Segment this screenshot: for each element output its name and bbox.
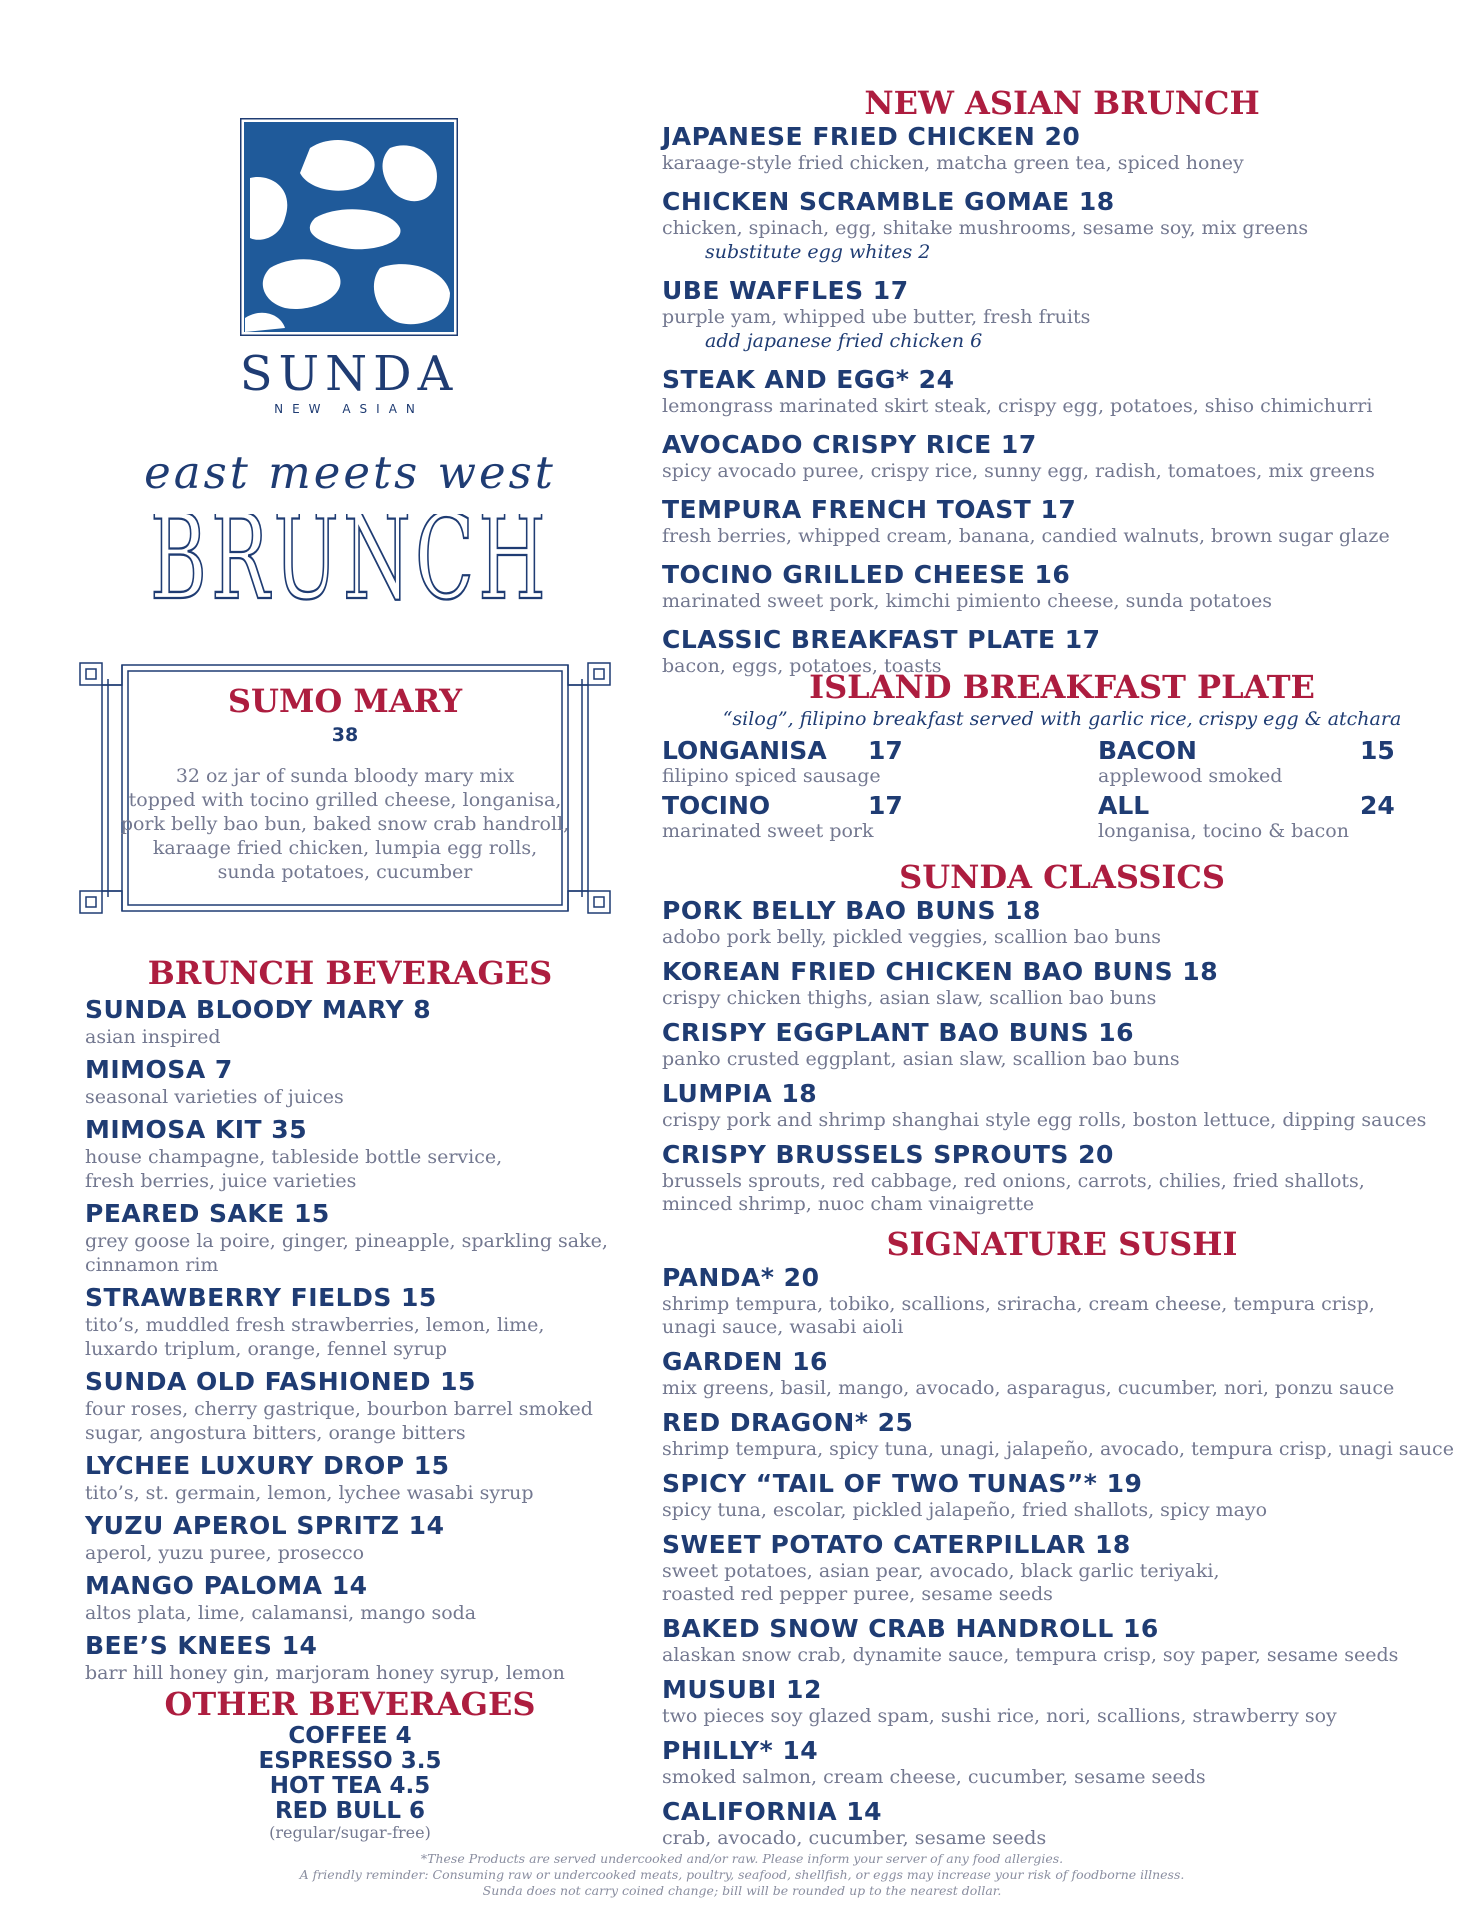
brunch-title-text: BRUNCH bbox=[149, 514, 550, 627]
brunch-item-name: STEAK AND EGG* 24 bbox=[662, 365, 955, 394]
ibp-item-price: 17 bbox=[868, 791, 903, 820]
beverage-item bbox=[85, 1115, 625, 1193]
beverage-item bbox=[85, 1451, 625, 1505]
ibp-item-price: 17 bbox=[868, 736, 903, 765]
sushi-item-name: CALIFORNIA 14 bbox=[662, 1797, 883, 1826]
brunch-item bbox=[662, 276, 1462, 353]
sumo-mary-desc bbox=[78, 764, 612, 884]
beverage-item bbox=[85, 1283, 625, 1361]
classic-item-name: KOREAN FRIED CHICKEN BAO BUNS 18 bbox=[662, 957, 1219, 986]
brunch-beverages-list bbox=[85, 995, 625, 1685]
sushi-item-desc: spicy tuna, escolar, pickled jalapeño, fried shallots, spicy mayo bbox=[662, 1499, 1268, 1521]
other-beverage-item: ESPRESSO 3.5 bbox=[258, 1748, 442, 1774]
beverage-name: LYCHEE LUXURY DROP 15 bbox=[85, 1451, 450, 1480]
brunch-item-desc: chicken, spinach, egg, shitake mushrooms, sesame soy, mix greens bbox=[662, 217, 1309, 239]
beverage-name: BEE’S KNEES 14 bbox=[85, 1631, 318, 1660]
sushi-item-name: RED DRAGON* 25 bbox=[662, 1408, 914, 1437]
ibp-item-price: 24 bbox=[1360, 791, 1395, 820]
beverage-item bbox=[85, 1199, 625, 1277]
other-beverage-item: COFFEE 4 bbox=[288, 1723, 412, 1749]
sushi-item bbox=[662, 1736, 1462, 1789]
sushi-item bbox=[662, 1675, 1462, 1728]
beverage-name: YUZU APEROL SPRITZ 14 bbox=[85, 1511, 445, 1540]
brunch-item-name: AVOCADO CRISPY RICE 17 bbox=[662, 430, 1037, 459]
brunch-item-desc: bacon, eggs, potatoes, toasts bbox=[662, 655, 942, 677]
sushi-item-name: BAKED SNOW CRAB HANDROLL 16 bbox=[662, 1614, 1159, 1643]
sushi-item-name: SPICY “TAIL OF TWO TUNAS”* 19 bbox=[662, 1469, 1143, 1498]
classic-item-name: LUMPIA 18 bbox=[662, 1079, 818, 1108]
sumo-desc-line: 32 oz jar of sunda bloody mary mix bbox=[175, 765, 515, 787]
brunch-item bbox=[662, 122, 1462, 175]
beverage-name: PEARED SAKE 15 bbox=[85, 1199, 330, 1228]
ibp-item-price: 15 bbox=[1360, 736, 1395, 765]
brunch-item-desc: marinated sweet pork, kimchi pimiento cheese, sunda potatoes bbox=[662, 590, 1272, 612]
sushi-item-name: PANDA* 20 bbox=[662, 1263, 820, 1292]
brunch-item-desc: fresh berries, whipped cream, banana, candied walnuts, brown sugar glaze bbox=[662, 525, 1390, 547]
classic-item-desc: crispy pork and shrimp shanghai style egg rolls, boston lettuce, dipping sauces bbox=[662, 1109, 1427, 1131]
classic-item bbox=[662, 896, 1462, 949]
beverage-item bbox=[85, 995, 625, 1049]
sushi-item-desc: crab, avocado, cucumber, sesame seeds bbox=[662, 1827, 1047, 1849]
brunch-item-name: CHICKEN SCRAMBLE GOMAE 18 bbox=[662, 187, 1115, 216]
beverage-desc: tito’s, muddled fresh strawberries, lemon, lime, bbox=[85, 1314, 545, 1336]
island-breakfast-title: ISLAND BREAKFAST PLATE bbox=[809, 668, 1315, 706]
sushi-item-name: GARDEN 16 bbox=[662, 1347, 828, 1376]
sumo-desc-line: topped with tocino grilled cheese, longanisa, bbox=[128, 789, 562, 811]
new-asian-brunch-title: NEW ASIAN BRUNCH bbox=[864, 84, 1260, 122]
beverage-desc: seasonal varieties of juices bbox=[85, 1086, 344, 1108]
footer-line: A friendly reminder: Consuming raw or undercooked meats, poultry, seafood, shellfish, or eggs may increase your risk of foodborne illness. bbox=[299, 1867, 1185, 1882]
other-beverage-item: HOT TEA 4.5 bbox=[269, 1773, 431, 1799]
sunda-s-logo-icon bbox=[240, 118, 458, 336]
ibp-item-desc: marinated sweet pork bbox=[662, 820, 874, 842]
sushi-item-desc: shrimp tempura, spicy tuna, unagi, jalapeño, avocado, tempura crisp, unagi sauce bbox=[662, 1438, 1454, 1460]
classic-item-desc: panko crusted eggplant, asian slaw, scallion bao buns bbox=[662, 1048, 1180, 1070]
classic-item-desc: crispy chicken thighs, asian slaw, scallion bao buns bbox=[662, 987, 1157, 1009]
sumo-desc-line: sunda potatoes, cucumber bbox=[217, 861, 473, 883]
beverage-desc: asian inspired bbox=[85, 1026, 221, 1048]
beverage-name: MIMOSA 7 bbox=[85, 1055, 233, 1084]
sunda-classics-list bbox=[662, 896, 1462, 1216]
sunda-classics-title: SUNDA CLASSICS bbox=[899, 858, 1225, 896]
brunch-item-desc: spicy avocado puree, crispy rice, sunny egg, radish, tomatoes, mix greens bbox=[662, 460, 1375, 482]
sushi-item bbox=[662, 1530, 1462, 1606]
brunch-item-note: substitute egg whites 2 bbox=[705, 241, 931, 263]
brunch-item bbox=[662, 430, 1462, 483]
sushi-item bbox=[662, 1347, 1462, 1400]
brunch-item-desc: karaage-style fried chicken, matcha green tea, spiced honey bbox=[662, 152, 1244, 174]
beverage-desc: cinnamon rim bbox=[85, 1254, 219, 1276]
sushi-item bbox=[662, 1263, 1462, 1339]
ibp-item-name: ALL bbox=[1098, 791, 1150, 820]
classic-item-name: CRISPY EGGPLANT BAO BUNS 16 bbox=[662, 1018, 1135, 1047]
beverage-desc: barr hill honey gin, marjoram honey syrup, lemon bbox=[85, 1662, 565, 1684]
sumo-desc-line: pork belly bao bun, baked snow crab handroll, bbox=[120, 813, 570, 835]
brunch-beverages-title: BRUNCH BEVERAGES bbox=[147, 954, 553, 992]
sushi-item-desc: smoked salmon, cream cheese, cucumber, sesame seeds bbox=[662, 1766, 1206, 1788]
brunch-item-name: TEMPURA FRENCH TOAST 17 bbox=[662, 495, 1077, 524]
sushi-item-desc: shrimp tempura, tobiko, scallions, sriracha, cream cheese, tempura crisp, bbox=[662, 1293, 1375, 1315]
sushi-item-name: MUSUBI 12 bbox=[662, 1675, 822, 1704]
beverage-desc: grey goose la poire, ginger, pineapple, sparkling sake, bbox=[85, 1230, 608, 1252]
brunch-item-name: UBE WAFFLES 17 bbox=[662, 276, 909, 305]
sumo-mary-title: SUMO MARY bbox=[227, 682, 463, 720]
sushi-item-name: PHILLY* 14 bbox=[662, 1736, 819, 1765]
tagline: east meets west bbox=[144, 446, 556, 499]
classic-item-desc: brussels sprouts, red cabbage, red onions, carrots, chilies, fried shallots, bbox=[662, 1170, 1365, 1192]
classic-item-name: CRISPY BRUSSELS SPROUTS 20 bbox=[662, 1140, 1114, 1169]
brunch-item-name: JAPANESE FRIED CHICKEN 20 bbox=[662, 122, 1081, 151]
beverage-item bbox=[85, 1631, 625, 1685]
beverage-name: MANGO PALOMA 14 bbox=[85, 1571, 368, 1600]
other-beverage-item: RED BULL 6 bbox=[274, 1798, 426, 1824]
brunch-item bbox=[662, 495, 1462, 548]
sushi-item bbox=[662, 1408, 1462, 1461]
signature-sushi-list bbox=[662, 1263, 1462, 1850]
sumo-desc-line: karaage fried chicken, lumpia egg rolls, bbox=[152, 837, 538, 859]
other-beverages-title: OTHER BEVERAGES bbox=[164, 1685, 536, 1723]
brunch-item-desc: purple yam, whipped ube butter, fresh fruits bbox=[662, 306, 1091, 328]
beverage-desc: luxardo triplum, orange, fennel syrup bbox=[85, 1338, 448, 1360]
brunch-item bbox=[662, 560, 1462, 613]
beverage-desc: house champagne, tableside bottle service, bbox=[85, 1146, 503, 1168]
ibp-item-name: TOCINO bbox=[662, 791, 771, 820]
sushi-item-desc: sweet potatoes, asian pear, avocado, black garlic teriyaki, bbox=[662, 1560, 1220, 1582]
classic-item bbox=[662, 957, 1462, 1010]
ibp-item-desc: filipino spiced sausage bbox=[662, 765, 881, 787]
footer-line: *These Products are served undercooked and/or raw. Please inform your server of any food allergies. bbox=[420, 1851, 1064, 1866]
sushi-item-desc: mix greens, basil, mango, avocado, asparagus, cucumber, nori, ponzu sauce bbox=[662, 1377, 1395, 1399]
beverage-desc: aperol, yuzu puree, prosecco bbox=[85, 1542, 365, 1564]
brand-subtitle: NEW ASIAN bbox=[274, 402, 424, 416]
classic-item-name: PORK BELLY BAO BUNS 18 bbox=[662, 896, 1041, 925]
beverage-name: MIMOSA KIT 35 bbox=[85, 1115, 308, 1144]
ibp-item-name: BACON bbox=[1098, 736, 1197, 765]
beverage-desc: sugar, angostura bitters, orange bitters bbox=[85, 1422, 466, 1444]
beverage-item bbox=[85, 1055, 625, 1109]
brunch-title bbox=[140, 514, 560, 634]
sushi-item bbox=[662, 1614, 1462, 1667]
ibp-item-bacon bbox=[1098, 737, 1398, 788]
classic-item-desc: adobo pork belly, pickled veggies, scallion bao buns bbox=[662, 926, 1162, 948]
ibp-item-desc: longanisa, tocino & bacon bbox=[1098, 820, 1349, 842]
ibp-item-longanisa bbox=[662, 737, 902, 788]
footer-disclaimer bbox=[200, 1851, 1284, 1899]
ibp-item-name: LONGANISA bbox=[662, 736, 827, 765]
sushi-item bbox=[662, 1797, 1462, 1850]
ibp-item-tocino bbox=[662, 792, 902, 843]
sushi-item-desc: unagi sauce, wasabi aioli bbox=[662, 1316, 904, 1338]
brand-name: SUNDA bbox=[239, 346, 459, 402]
new-asian-brunch-list bbox=[662, 122, 1462, 678]
sushi-item-name: SWEET POTATO CATERPILLAR 18 bbox=[662, 1530, 1131, 1559]
sushi-item-desc: two pieces soy glazed spam, sushi rice, nori, scallions, strawberry soy bbox=[662, 1705, 1337, 1727]
beverage-desc: tito’s, st. germain, lemon, lychee wasabi syrup bbox=[85, 1482, 534, 1504]
beverage-desc: four roses, cherry gastrique, bourbon barrel smoked bbox=[85, 1398, 593, 1420]
footer-line: Sunda does not carry coined change; bill will be rounded up to the nearest dollar. bbox=[482, 1883, 1002, 1898]
classic-item-desc: minced shrimp, nuoc cham vinaigrette bbox=[662, 1193, 1035, 1215]
sumo-mary-price: 38 bbox=[331, 724, 359, 746]
classic-item bbox=[662, 1018, 1462, 1071]
ibp-item-desc: applewood smoked bbox=[1098, 765, 1283, 787]
brunch-item-desc: lemongrass marinated skirt steak, crispy egg, potatoes, shiso chimichurri bbox=[662, 395, 1373, 417]
brunch-item bbox=[662, 365, 1462, 418]
beverage-name: SUNDA OLD FASHIONED 15 bbox=[85, 1367, 476, 1396]
classic-item bbox=[662, 1140, 1462, 1216]
sushi-item-desc: roasted red pepper puree, sesame seeds bbox=[662, 1583, 1053, 1605]
ibp-item-all bbox=[1098, 792, 1398, 843]
brunch-item-name: CLASSIC BREAKFAST PLATE 17 bbox=[662, 625, 1101, 654]
brunch-item bbox=[662, 187, 1462, 264]
other-beverage-note: (regular/sugar-free) bbox=[269, 1823, 431, 1842]
island-breakfast-subtitle: “silog”, filipino breakfast served with garlic rice, crispy egg & atchara bbox=[722, 708, 1402, 730]
beverage-name: SUNDA BLOODY MARY 8 bbox=[85, 995, 432, 1024]
beverage-item bbox=[85, 1511, 625, 1565]
beverage-desc: altos plata, lime, calamansi, mango soda bbox=[85, 1602, 477, 1624]
beverage-item bbox=[85, 1367, 625, 1445]
beverage-desc: fresh berries, juice varieties bbox=[85, 1170, 357, 1192]
sushi-item bbox=[662, 1469, 1462, 1522]
other-beverages-list bbox=[80, 1724, 620, 1842]
sushi-item-desc: alaskan snow crab, dynamite sauce, tempura crisp, soy paper, sesame seeds bbox=[662, 1644, 1399, 1666]
classic-item bbox=[662, 1079, 1462, 1132]
beverage-item bbox=[85, 1571, 625, 1625]
beverage-name: STRAWBERRY FIELDS 15 bbox=[85, 1283, 437, 1312]
brunch-item-name: TOCINO GRILLED CHEESE 16 bbox=[662, 560, 1071, 589]
brunch-item-note: add japanese fried chicken 6 bbox=[705, 330, 983, 352]
signature-sushi-title: SIGNATURE SUSHI bbox=[886, 1225, 1238, 1263]
